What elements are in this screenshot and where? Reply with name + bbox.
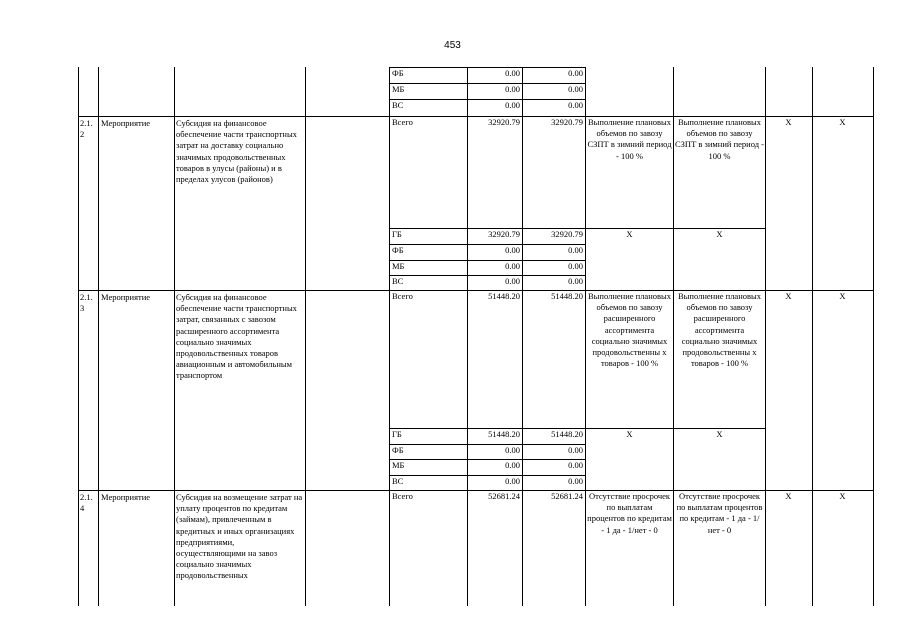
item-number: 2.1. 4 [80, 492, 93, 514]
amount-value: 0.00 [568, 445, 583, 455]
funding-source: МБ [392, 460, 405, 470]
amount-value: 32920.79 [488, 117, 520, 127]
amount-value: 0.00 [568, 276, 583, 286]
column-rule [467, 67, 468, 606]
item-name: Субсидия на возмещение затрат на уплату процентов по кредитам (займам), привлеченным в кредитных и иных организациях предприятиями, осуществляющими на завоз социально значимых продовольственных [176, 492, 303, 581]
amount-value: 32920.79 [551, 117, 583, 127]
x-mark: X [785, 117, 792, 127]
indicator-text: Выполнение плановых объемов по завозу СЗПТ в зимний период - 100 % [587, 117, 672, 161]
column-rule [389, 67, 390, 606]
amount-value: 0.00 [568, 460, 583, 470]
funding-source: ВС [392, 476, 404, 486]
amount-value: 0.00 [505, 245, 520, 255]
funding-source: ВС [392, 100, 404, 110]
item-type: Мероприятие [101, 492, 151, 502]
amount-value: 0.00 [505, 68, 520, 78]
column-rule [812, 67, 813, 606]
indicator-text: Выполнение плановых объемов по завозу расширенного ассортимента социально значимых продовольственны х товаров - 100 % [678, 291, 761, 369]
x-mark: X [785, 491, 792, 501]
amount-value: 0.00 [568, 68, 583, 78]
amount-value: 0.00 [568, 261, 583, 271]
indicator-text: Отсутствие просрочек по выплатам процентов по кредитам - 1 да - 1/нет - 0 [587, 491, 672, 535]
funding-source: МБ [392, 84, 405, 94]
x-mark: X [785, 291, 792, 301]
column-rule [873, 67, 874, 606]
amount-value: 0.00 [505, 445, 520, 455]
amount-value: 0.00 [568, 100, 583, 110]
funding-source: Всего [392, 291, 413, 301]
amount-value: 0.00 [505, 276, 520, 286]
item-type: Мероприятие [101, 118, 151, 128]
indicator-text: Выполнение плановых объемов по завозу СЗПТ в зимний период - 100 % [675, 117, 764, 161]
column-rule [765, 67, 766, 606]
indicator-text: Отсутствие просрочек по выплатам процентов по кредитам - 1 да - 1/нет - 0 [676, 491, 763, 535]
column-rule [78, 67, 79, 606]
column-rule [673, 67, 674, 606]
funding-source: ВС [392, 276, 404, 286]
indicator-text: X [716, 429, 723, 439]
funding-source: ФБ [392, 68, 404, 78]
funding-source: Всего [392, 491, 413, 501]
amount-value: 51448.20 [551, 429, 583, 439]
indicator-text: Выполнение плановых объемов по завозу расширенного ассортимента социально значимых продовольственны х товаров - 100 % [588, 291, 671, 369]
item-name: Субсидия на финансовое обеспечение части транспортных затрат на доставку социально значимых продовольственных товаров в улусы (районы) и в пределах улусов (районов) [176, 118, 297, 185]
column-rule [522, 67, 523, 606]
funding-source: ФБ [392, 445, 404, 455]
page-number: 453 [444, 40, 461, 51]
column-rule [174, 67, 175, 606]
x-mark: X [839, 291, 846, 301]
funding-source: МБ [392, 261, 405, 271]
amount-value: 51448.20 [551, 291, 583, 301]
amount-value: 32920.79 [488, 229, 520, 239]
item-type: Мероприятие [101, 292, 151, 302]
indicator-text: X [716, 229, 723, 239]
amount-value: 0.00 [568, 476, 583, 486]
amount-value: 0.00 [505, 460, 520, 470]
indicator-text: X [626, 229, 633, 239]
funding-source: ГБ [392, 229, 402, 239]
x-mark: X [839, 117, 846, 127]
item-name: Субсидия на финансовое обеспечение части транспортных затрат, связанных с завозом расширенного ассортимента социально значимых продовольственных товаров авиационным и автомобильным транспортом [176, 292, 297, 381]
amount-value: 0.00 [505, 476, 520, 486]
amount-value: 51448.20 [488, 291, 520, 301]
funding-source: Всего [392, 117, 413, 127]
amount-value: 0.00 [505, 261, 520, 271]
amount-value: 52681.24 [551, 491, 583, 501]
x-mark: X [839, 491, 846, 501]
amount-value: 32920.79 [551, 229, 583, 239]
amount-value: 0.00 [505, 100, 520, 110]
amount-value: 0.00 [505, 84, 520, 94]
funding-source: ФБ [392, 245, 404, 255]
item-number: 2.1. 2 [80, 118, 93, 140]
amount-value: 0.00 [568, 245, 583, 255]
amount-value: 51448.20 [488, 429, 520, 439]
amount-value: 52681.24 [488, 491, 520, 501]
indicator-text: X [626, 429, 633, 439]
item-number: 2.1. 3 [80, 292, 93, 314]
funding-source: ГБ [392, 429, 402, 439]
column-rule [585, 67, 586, 606]
column-rule [98, 67, 99, 606]
amount-value: 0.00 [568, 84, 583, 94]
